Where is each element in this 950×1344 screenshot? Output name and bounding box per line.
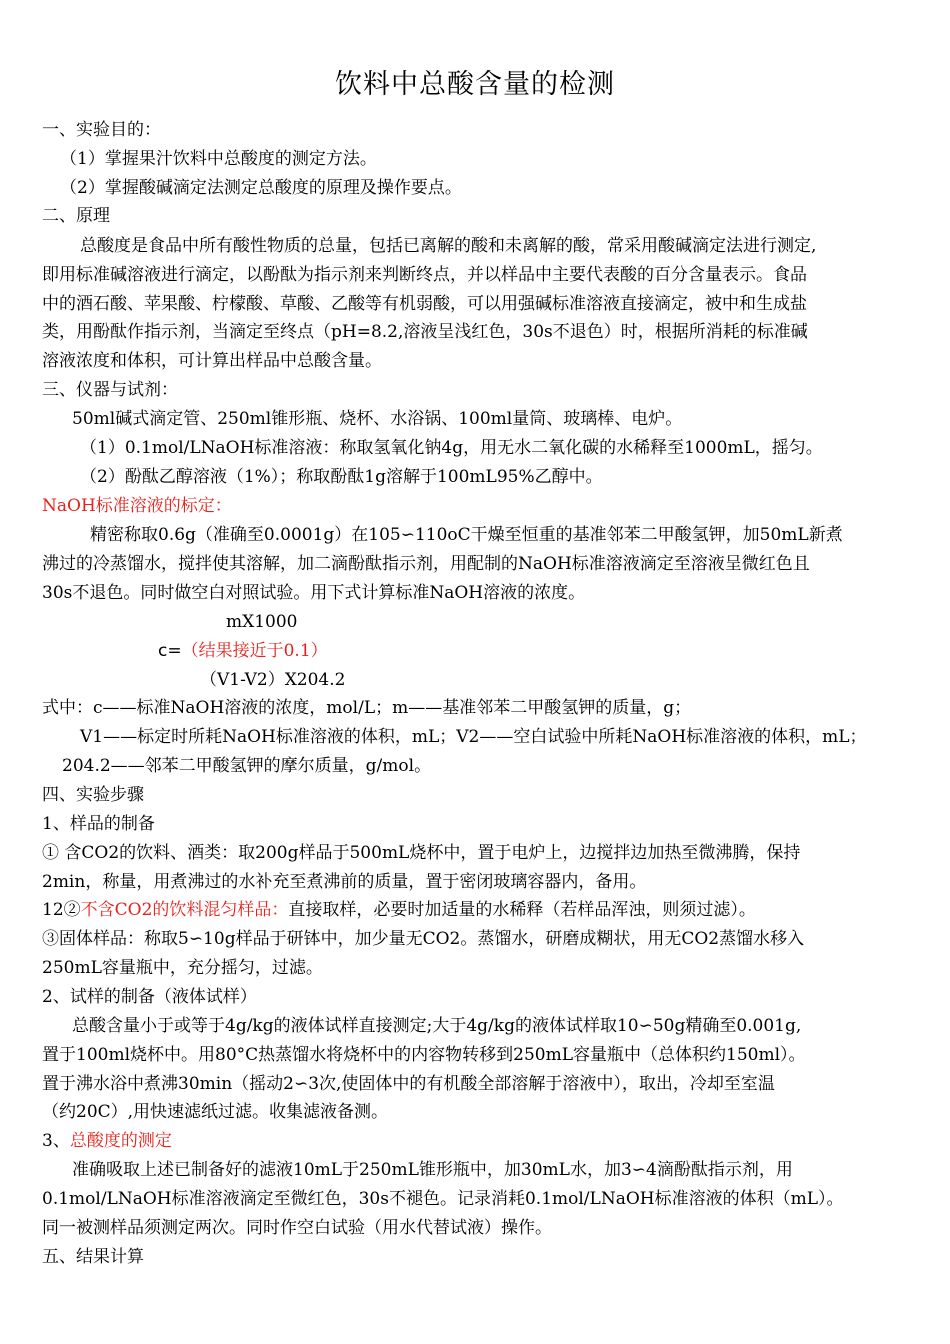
text-line	[42, 554, 810, 574]
line-text: （V1-V2）X204.2	[200, 670, 346, 690]
highlighted-text: 总酸度的测定	[69, 1131, 172, 1151]
text-line	[42, 958, 323, 978]
line-text: 同一被测样品须测定两次。同时作空白试验（用水代替试液）操作。	[42, 1218, 552, 1238]
line-text: 250mL容量瓶中，充分摇匀，过滤。	[42, 958, 323, 978]
line-text: 中的酒石酸、苹果酸、柠檬酸、草酸、乙酸等有机弱酸，可以用强碱标准溶液直接滴定，被中和生成盐	[42, 294, 807, 314]
text-line	[42, 380, 178, 400]
text-line	[42, 814, 155, 834]
text-line	[42, 294, 807, 314]
line-text: 2、试样的制备（液体试样）	[42, 987, 257, 1007]
line-text: 精密称取0.6g（准确至0.0001g）在105∽110oC干燥至恒重的基准邻苯二甲酸氢钾，加50mL新煮	[90, 525, 843, 545]
line-text: 总酸度是食品中所有酸性物质的总量，包括已离解的酸和未离解的酸，常采用酸碱滴定法进行测定,	[80, 236, 817, 256]
text-line	[42, 583, 585, 603]
text-line	[42, 322, 808, 342]
line-text: c=	[158, 641, 182, 661]
line-text: ③固体样品：称取5∽10g样品于研钵中，加少量无CO2。蒸馏水，研磨成糊状，用无CO2蒸馏水移入	[42, 929, 805, 949]
line-text: 置于100ml烧杯中。用80°C热蒸馏水将烧杯中的内容物转移到250mL容量瓶中（总体积约150ml）。	[42, 1045, 806, 1065]
line-text: 30s不退色。同时做空白对照试验。用下式计算标准NaOH溶液的浓度。	[42, 583, 586, 603]
text-line	[42, 120, 161, 140]
text-line	[42, 987, 257, 1007]
line-text: 直接取样，必要时加适量的水稀释（若样品浑浊，则须过滤）。	[288, 900, 756, 920]
line-text: 2min，称量，用煮沸过的水补充至煮沸前的质量，置于密闭玻璃容器内，备用。	[42, 872, 647, 892]
text-line	[62, 756, 431, 776]
text-line	[72, 409, 682, 429]
text-line	[42, 1218, 552, 1238]
line-text: （1）掌握果汁饮料中总酸度的测定方法。	[60, 149, 377, 169]
line-text: 二、原理	[42, 206, 110, 226]
text-line	[72, 1160, 793, 1180]
text-line	[226, 612, 298, 632]
line-text: 一、实验目的：	[42, 120, 161, 140]
line-text: 总酸含量小于或等于4g/kg的液体试样直接测定;大于4g/kg的液体试样取10∽50g精确至0.001g,	[72, 1016, 802, 1036]
text-line	[42, 265, 807, 285]
text-line	[80, 236, 816, 256]
line-text: 0.1mol/LNaOH标准溶液滴定至微红色，30s不褪色。记录消耗0.1mol/LNaOH标准溶液的体积（mL）。	[42, 1189, 844, 1209]
text-line	[60, 149, 377, 169]
line-text: 即用标准碱溶液进行滴定，以酚酞为指示剂来判断终点，并以样品中主要代表酸的百分含量表示。食品	[42, 265, 807, 285]
text-line	[42, 872, 646, 892]
line-text: （2）酚酞乙醇溶液（1%）；称取酚酞1g溶解于100mL95%乙醇中。	[80, 467, 603, 487]
text-line	[42, 785, 144, 805]
line-text: 沸过的冷蒸馏水，搅拌使其溶解，加二滴酚酞指示剂，用配制的NaOH标准溶液滴定至溶液呈微红色且	[42, 554, 810, 574]
text-line	[42, 1102, 388, 1122]
line-text: 12②	[42, 900, 81, 920]
line-text: 三、仪器与试剂：	[42, 380, 178, 400]
text-line	[42, 900, 756, 920]
highlighted-text: （结果接近于0.1）	[181, 641, 328, 661]
line-text: 3、	[42, 1131, 70, 1151]
line-text: 五、结果计算	[42, 1247, 144, 1267]
line-text: 类，用酚酞作指示剂，当滴定至终点（pH=8.2,溶液呈浅红色，30s不退色）时，根据所消耗的标准碱	[42, 322, 808, 342]
document-title: 饮料中总酸含量的检测	[335, 69, 615, 100]
highlighted-text: NaOH标准溶液的标定：	[42, 496, 232, 516]
text-line	[42, 496, 232, 516]
line-text: V1——标定时所耗NaOH标准溶液的体积，mL；V2——空白试验中所耗NaOH标准溶液的体积，mL；	[80, 727, 867, 747]
text-line	[42, 1247, 144, 1267]
text-line	[42, 929, 804, 949]
line-text: 四、实验步骤	[42, 785, 144, 805]
line-text: 1、样品的制备	[42, 814, 155, 834]
text-line	[80, 438, 823, 458]
text-line	[158, 641, 328, 661]
line-text: mX1000	[226, 612, 298, 632]
line-text: （2）掌握酸碱滴定法测定总酸度的原理及操作要点。	[60, 178, 462, 198]
text-line	[42, 1131, 172, 1151]
text-line	[42, 206, 110, 226]
text-line	[80, 467, 603, 487]
text-line	[42, 1045, 806, 1065]
text-line	[42, 698, 691, 718]
text-line	[200, 670, 345, 690]
text-line	[90, 525, 843, 545]
highlighted-text: 不含CO2的饮料混匀样品：	[80, 900, 289, 920]
text-line	[80, 727, 867, 747]
text-line	[42, 1189, 844, 1209]
line-text: 溶液浓度和体积，可计算出样品中总酸含量。	[42, 351, 382, 371]
text-line	[42, 351, 382, 371]
line-text: （1）0.1mol/LNaOH标准溶液：称取氢氧化钠4g，用无水二氧化碳的水稀释至1000mL，摇匀。	[80, 438, 823, 458]
line-text: 50ml碱式滴定管、250ml锥形瓶、烧杯、水浴锅、100ml量筒、玻璃棒、电炉。	[72, 409, 683, 429]
line-text: 置于沸水浴中煮沸30min（摇动2∽3次,使固体中的有机酸全部溶解于溶液中），取出，冷却至室温	[42, 1074, 775, 1094]
line-text: 式中：c——标准NaOH溶液的浓度，mol/L；m——基准邻苯二甲酸氢钾的质量，g；	[42, 698, 692, 718]
line-text: （约20C）,用快速滤纸过滤。收集滤液备测。	[42, 1102, 389, 1122]
line-text: ① 含CO2的饮料、酒类：取200g样品于500mL烧杯中，置于电炉上，边搅拌边加热至微沸腾，保持	[42, 843, 801, 863]
text-line	[42, 1074, 775, 1094]
line-text: 204.2——邻苯二甲酸氢钾的摩尔质量，g/mol。	[62, 756, 432, 776]
text-line	[42, 843, 800, 863]
text-line	[72, 1016, 801, 1036]
text-line	[60, 178, 462, 198]
line-text: 准确吸取上述已制备好的滤液10mL于250mL锥形瓶中，加30mL水，加3∽4滴酚酞指示剂，用	[72, 1160, 793, 1180]
